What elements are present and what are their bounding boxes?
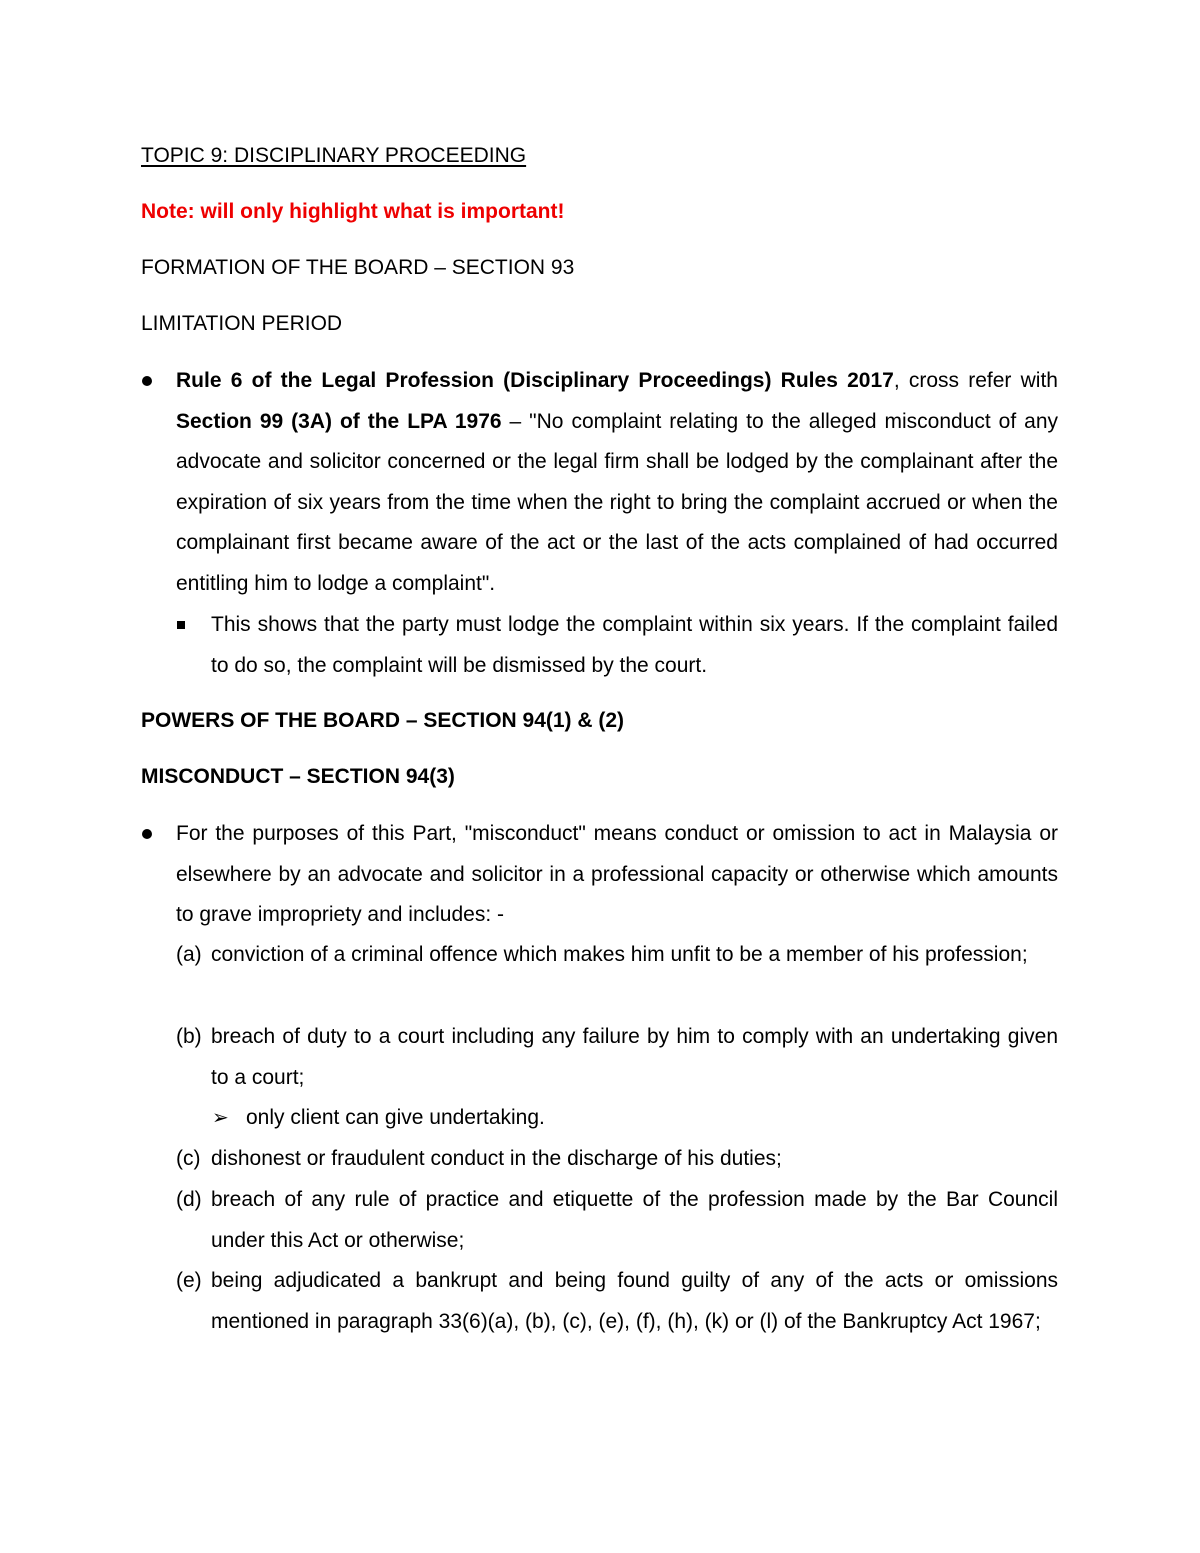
square-bullet-icon (177, 621, 185, 629)
misconduct-intro: For the purposes of this Part, "misconduct" means conduct or omission to act in Malaysia or elsewhere by an advocate and solicitor in a professional capacity or otherwise which amounts to grave impropriety and includes: - (176, 822, 1058, 927)
section-reference: Section 99 (3A) of the LPA 1976 (176, 409, 502, 433)
limitation-bullet-text (176, 361, 1058, 605)
bullet-icon (142, 376, 152, 386)
arrow-bullet-icon: ➢ (212, 1107, 229, 1129)
heading-powers: POWERS OF THE BOARD – SECTION 94(1) & (2) (141, 709, 625, 732)
list-item-label: (b) (176, 1025, 202, 1048)
heading-misconduct: MISCONDUCT – SECTION 94(3) (141, 765, 455, 788)
heading-limitation: LIMITATION PERIOD (141, 312, 343, 335)
list-item: breach of duty to a court including any failure by him to comply with an undertaking given to a court; (211, 1025, 1058, 1089)
heading-formation: FORMATION OF THE BOARD – SECTION 93 (141, 256, 575, 279)
limitation-text-1: , cross refer with (893, 369, 1058, 392)
list-item-label: (c) (176, 1147, 201, 1170)
list-subitem: only client can give undertaking. (246, 1106, 545, 1129)
page-title: TOPIC 9: DISCIPLINARY PROCEEDING (141, 144, 527, 167)
bullet-icon (142, 829, 152, 839)
note-text: Note: will only highlight what is important! (141, 200, 565, 223)
list-item: breach of any rule of practice and etiquette of the profession made by the Bar Council under this Act or otherwise; (211, 1188, 1058, 1252)
list-item: dishonest or fraudulent conduct in the discharge of his duties; (211, 1147, 782, 1170)
list-item-label: (e) (176, 1269, 202, 1292)
rule-reference: Rule 6 of the Legal Profession (Disciplinary Proceedings) Rules 2017 (176, 369, 894, 392)
list-item-label: (a) (176, 943, 202, 966)
list-item: conviction of a criminal offence which makes him unfit to be a member of his profession; (211, 943, 1028, 966)
list-item: being adjudicated a bankrupt and being found guilty of any of the acts or omissions mentioned in paragraph 33(6)(a), (b), (c), (e), (f), (h), (k) or (l) of the Bankruptcy Act 1967; (211, 1269, 1058, 1333)
limitation-text-2: – "No complaint relating to the alleged misconduct of any advocate and solicitor concerned or the legal firm shall be lodged by the complainant after the expiration of six years from the time when the right to bring the complaint accrued or when the complainant first became aware of the act or the last of the acts complained of had occurred entitling him to lodge a complaint". (176, 409, 1058, 595)
list-item-label: (d) (176, 1188, 202, 1211)
limitation-subpoint: This shows that the party must lodge the complaint within six years. If the complaint failed to do so, the complaint will be dismissed by the court. (211, 613, 1058, 677)
